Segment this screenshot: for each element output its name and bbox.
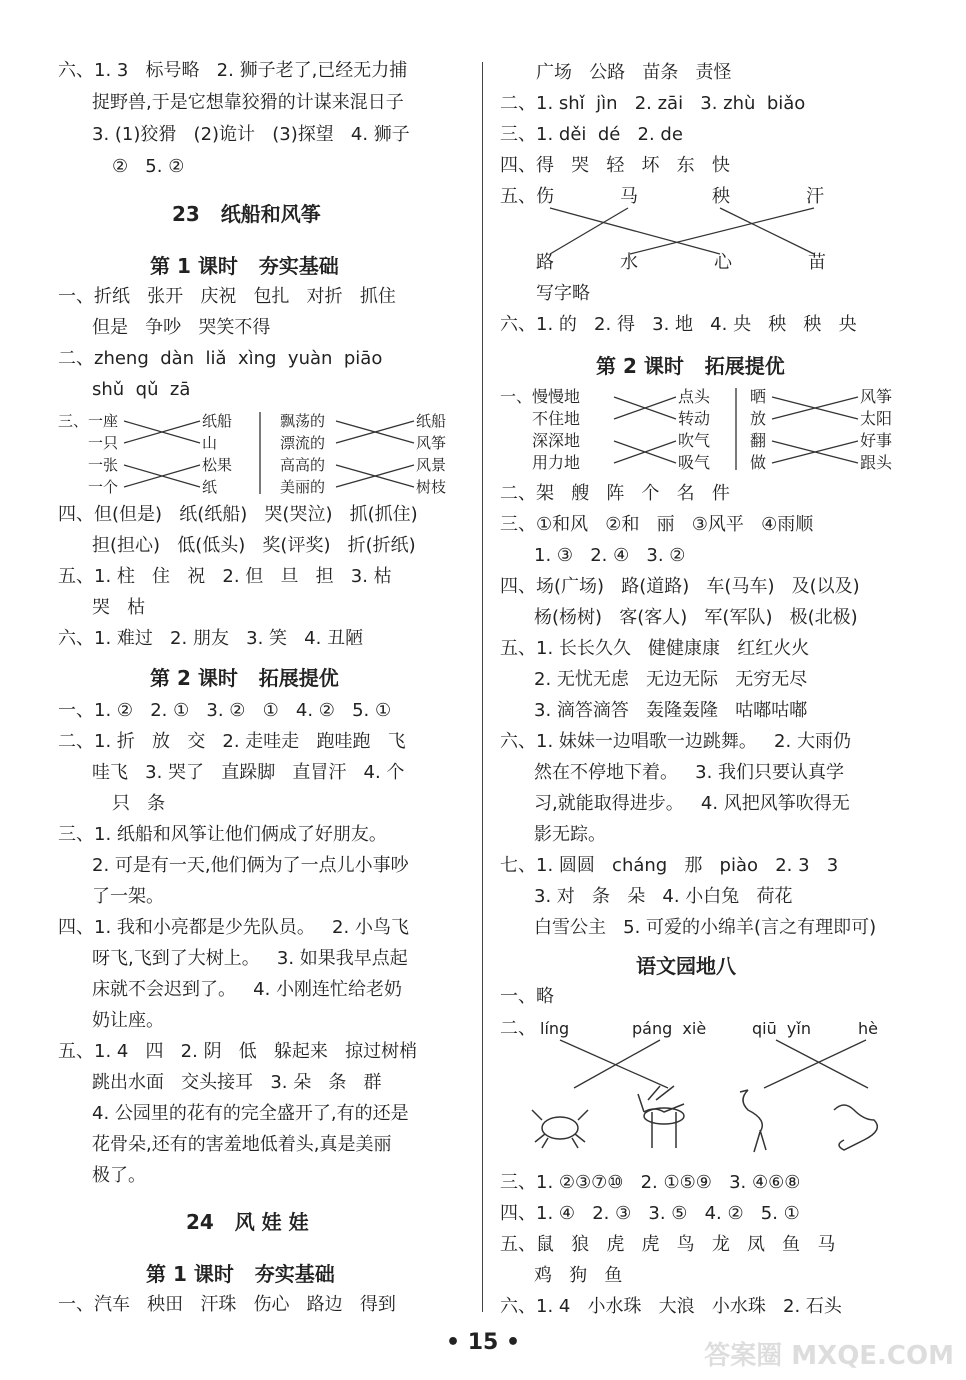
text-line: 捉野兽,于是它想靠狡猾的计谋来混日子 xyxy=(92,92,404,113)
match-word: 高高的 xyxy=(280,456,326,474)
match-word: 风筝 xyxy=(416,434,447,452)
lesson-title: 第 2 课时 拓展提优 xyxy=(150,666,339,690)
text-line: 五、鼠 狼 虎 虎 鸟 龙 凤 鱼 马 xyxy=(500,1234,836,1255)
text-line: 三、1. děi dé 2. de xyxy=(500,124,683,145)
match-word: 太阳 xyxy=(860,409,893,428)
match-word: 跟头 xyxy=(860,453,893,472)
match-word: 水 xyxy=(620,252,638,273)
text-line: 跳出水面 交头接耳 3. 朵 条 群 xyxy=(92,1072,382,1093)
match-word: 翻 xyxy=(750,431,767,450)
text-line: 4. 公园里的花有的完全盛开了,有的还是 xyxy=(92,1103,409,1124)
text-line: 一、折纸 张开 庆祝 包扎 对折 抓住 xyxy=(58,286,396,307)
pinyin-label: líng xyxy=(540,1019,570,1038)
match-word: 一、慢慢地 xyxy=(500,387,581,406)
text-line: 五、1. 柱 住 祝 2. 但 旦 担 3. 枯 xyxy=(58,566,392,587)
text-line: 五、1. 长长久久 健健康康 红红火火 xyxy=(500,638,810,659)
match-word: 秧 xyxy=(712,186,730,207)
connector-line xyxy=(720,208,814,254)
watermark: 答案圈 MXQE.COM xyxy=(704,1341,954,1371)
text-line: 四、1. ④ 2. ③ 3. ⑤ 4. ② 5. ① xyxy=(500,1203,800,1224)
text-line: 习,就能取得进步。 4. 风把风筝吹得无 xyxy=(534,793,850,814)
match-word: 路 xyxy=(536,252,554,273)
text-line: 七、1. 圆圆 cháng 那 piào 2. 3 3 xyxy=(500,855,839,876)
text-line: 一、略 xyxy=(500,986,554,1007)
match-word: 一只 xyxy=(88,434,119,452)
match-word: 树枝 xyxy=(416,478,447,496)
match-word: 点头 xyxy=(678,387,711,406)
pinyin-label: qiū yǐn xyxy=(752,1019,811,1038)
match-word: 纸船 xyxy=(416,412,447,430)
text-line: 2. 可是有一天,他们俩为了一点儿小事吵 xyxy=(92,855,409,876)
text-line: 四、得 哭 轻 坏 东 快 xyxy=(500,155,730,176)
text-line: 三、①和风 ②和 丽 ③风平 ④雨顺 xyxy=(500,514,814,535)
match-word: 苗 xyxy=(808,252,826,273)
text-line: 六、1. 妹妹一边唱歌一边跳舞。 2. 大雨仍 xyxy=(500,731,851,752)
text-line: 四、1. 我和小亮都是少先队员。 2. 小鸟飞 xyxy=(58,917,409,938)
snake-icon xyxy=(834,1105,877,1150)
text-line: 杨(杨树) 客(客人) 军(军队) 极(北极) xyxy=(534,607,858,628)
match-word: 做 xyxy=(750,453,767,472)
match-word: 美丽的 xyxy=(280,478,326,496)
match-word: 深深地 xyxy=(532,431,581,450)
text-line: 二、1. 折 放 交 2. 走哇走 跑哇跑 飞 xyxy=(58,731,406,752)
text-line: 床就不会迟到了。 4. 小刚连忙给老奶 xyxy=(92,979,403,1000)
match-word: 放 xyxy=(750,409,767,428)
text-line: 三、1. 纸船和风筝让他们俩成了好朋友。 xyxy=(58,824,387,845)
pinyin-label: hè xyxy=(858,1019,878,1038)
text-line: 哇飞 3. 哭了 直跺脚 直冒汗 4. 个 xyxy=(92,762,405,783)
match-word: 一张 xyxy=(88,456,119,474)
match-word: 吸气 xyxy=(678,453,711,472)
match-word: 风景 xyxy=(416,456,447,474)
text-line: 广场 公路 苗条 责怪 xyxy=(536,62,732,83)
match-word: 不住地 xyxy=(532,409,581,428)
text-line: 六、1. 的 2. 得 3. 地 4. 央 秧 秧 央 xyxy=(500,314,857,335)
crane-icon xyxy=(740,1090,766,1152)
text-line: 四、但(但是) 纸(纸船) 哭(哭泣) 抓(抓住) xyxy=(58,504,418,525)
text-line: 二、1. shǐ jìn 2. zāi 3. zhù biǎo xyxy=(500,93,806,114)
text-line: 但是 争吵 哭笑不得 xyxy=(92,317,271,338)
text-line: 三、1. ②③⑦⑩ 2. ①⑤⑨ 3. ④⑥⑧ xyxy=(500,1172,801,1193)
text-line: 一、汽车 秧田 汗珠 伤心 路边 得到 xyxy=(58,1294,396,1315)
connector-line xyxy=(550,208,720,254)
match-word: 汗 xyxy=(806,186,824,207)
match-word: 一个 xyxy=(88,478,119,496)
match-word: 转动 xyxy=(678,409,711,428)
text-line: 呀飞,飞到了大树上。 3. 如果我早点起 xyxy=(92,948,408,969)
match-word: 马 xyxy=(620,186,638,207)
text-line: 花骨朵,还有的害羞地低着头,真是美丽 xyxy=(92,1134,392,1155)
text-line: 六、1. 3 标号略 2. 狮子老了,已经无力捕 xyxy=(58,60,408,81)
text-line: 五、1. 4 四 2. 阴 低 躲起来 掠过树梢 xyxy=(58,1041,418,1062)
text-line: 只 条 xyxy=(112,793,166,814)
match-word: 漂流的 xyxy=(280,434,326,452)
text-line: 二、 xyxy=(500,1018,536,1039)
lesson-title: 第 1 课时 夯实基础 xyxy=(150,254,339,278)
connector-line xyxy=(560,1040,668,1088)
text-line: 2. 无忧无虑 无边无际 无穷无尽 xyxy=(534,669,808,690)
match-word: 松果 xyxy=(202,456,233,474)
text-line: 1. ③ 2. ④ 3. ② xyxy=(534,545,686,566)
text-line: shǔ qǔ zā xyxy=(92,379,191,400)
connector-line xyxy=(574,1040,660,1088)
text-line: 六、1. 4 小水珠 大浪 小水珠 2. 石头 xyxy=(500,1296,842,1317)
match-word: 纸船 xyxy=(202,412,233,430)
connector-line xyxy=(764,1040,866,1088)
match-word: 风筝 xyxy=(860,387,893,406)
text-line: 影无踪。 xyxy=(534,824,606,845)
match-word: 五、伤 xyxy=(500,186,554,207)
match-word: 吹气 xyxy=(678,431,711,450)
text-line: 奶让座。 xyxy=(92,1010,164,1031)
text-line: 二、架 艘 阵 个 名 件 xyxy=(500,483,730,504)
text-line: 了一架。 xyxy=(92,886,164,907)
match-word: 飘荡的 xyxy=(280,412,326,430)
text-line: 一、1. ② 2. ① 3. ② ① 4. ② 5. ① xyxy=(58,700,392,721)
match-word: 晒 xyxy=(750,387,767,406)
match-word: 心 xyxy=(714,252,732,273)
lesson-title: 第 1 课时 夯实基础 xyxy=(146,1262,335,1286)
section-title-23: 23 纸船和风筝 xyxy=(172,202,321,226)
lesson-title: 第 2 课时 拓展提优 xyxy=(596,354,785,378)
connector-line xyxy=(550,208,628,254)
match-word: 山 xyxy=(202,434,218,452)
text-line: 极了。 xyxy=(92,1165,146,1186)
match-word: 纸 xyxy=(202,478,218,496)
match-word: 三、一座 xyxy=(58,412,119,430)
connector-line xyxy=(630,208,814,254)
text-line: ② 5. ② xyxy=(112,156,185,177)
text-line: 二、zheng dàn liǎ xìng yuàn piāo xyxy=(58,348,383,369)
text-line: 哭 枯 xyxy=(92,597,146,618)
text-line: 鸡 狗 鱼 xyxy=(534,1265,623,1286)
crab-icon xyxy=(532,1110,588,1148)
text-line: 3. 对 条 朵 4. 小白兔 荷花 xyxy=(534,886,793,907)
text-line: 写字略 xyxy=(536,283,590,304)
match-word: 用力地 xyxy=(532,453,581,472)
pinyin-label: páng xiè xyxy=(632,1019,707,1038)
connector-line xyxy=(776,1040,868,1088)
text-line: 3. (1)狡猾 (2)诡计 (3)探望 4. 狮子 xyxy=(92,124,410,145)
text-line: 六、1. 难过 2. 朋友 3. 笑 4. 丑陋 xyxy=(58,628,364,649)
text-line: 3. 滴答滴答 轰隆轰隆 咕嘟咕嘟 xyxy=(534,700,808,721)
text-line: 担(担心) 低(低头) 奖(评奖) 折(折纸) xyxy=(92,535,416,556)
page-number: • 15 • xyxy=(446,1330,521,1355)
text-line: 白雪公主 5. 可爱的小绵羊(言之有理即可) xyxy=(534,917,877,938)
text-line: 然在不停地下着。 3. 我们只要认真学 xyxy=(534,762,845,783)
antelope-icon xyxy=(638,1086,684,1148)
text-line: 四、场(广场) 路(道路) 车(马车) 及(以及) xyxy=(500,576,860,597)
match-word: 好事 xyxy=(860,431,893,450)
section-title-garden: 语文园地八 xyxy=(636,954,736,978)
section-title-24: 24 风 娃 娃 xyxy=(186,1210,309,1234)
